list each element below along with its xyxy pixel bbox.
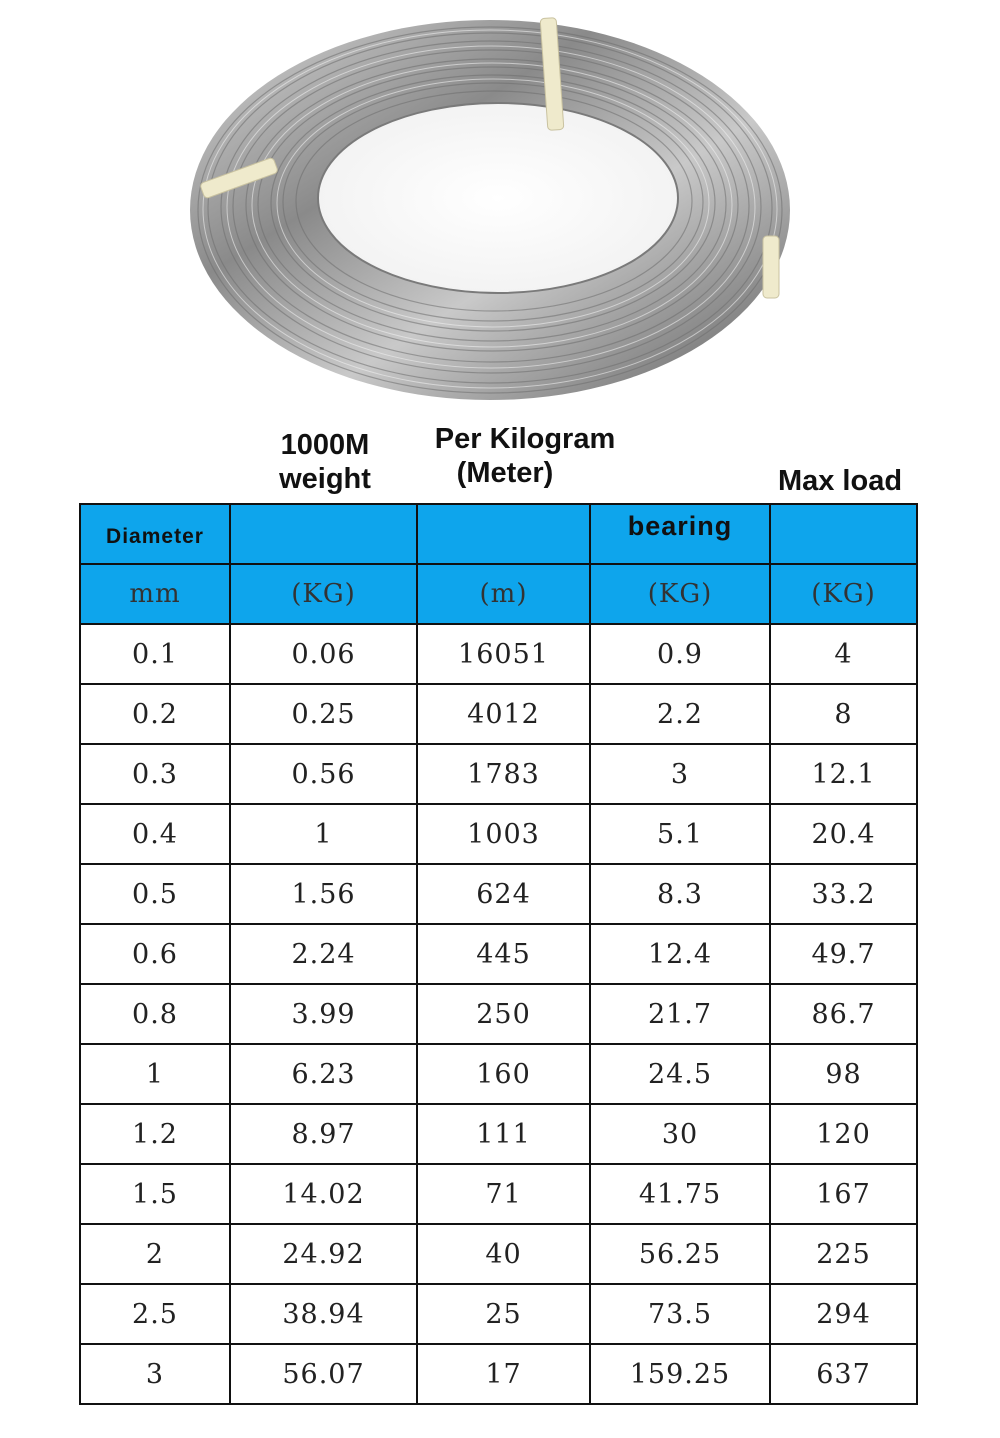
weight-cell: 0.56 [230,744,417,804]
diameter-cell: 0.8 [80,984,230,1044]
table-row [80,1104,917,1164]
weight-cell: 14.02 [230,1164,417,1224]
max-load-cell: 637 [770,1344,917,1404]
diameter-cell: 0.5 [80,864,230,924]
column-title-per-kilogram-line2: (Meter) [456,457,554,489]
column-title-weight-line1: 1000M [280,429,370,461]
bearing-cell: 0.9 [590,624,770,684]
weight-cell: 0.25 [230,684,417,744]
max-load-cell: 20.4 [770,804,917,864]
weight-cell: 1 [230,804,417,864]
length-cell: 16051 [417,624,590,684]
table-row [80,984,917,1044]
length-cell: 4012 [417,684,590,744]
bearing-cell: 8.3 [590,864,770,924]
wire-spec-table [79,503,918,1405]
header-cell-per-kilogram [417,504,590,564]
bearing-cell: 3 [590,744,770,804]
max-load-cell: 294 [770,1284,917,1344]
weight-cell: 2.24 [230,924,417,984]
length-cell: 71 [417,1164,590,1224]
max-load-cell: 98 [770,1044,917,1104]
length-cell: 624 [417,864,590,924]
column-title-weight-line2: weight [279,463,371,495]
diameter-cell: 0.4 [80,804,230,864]
column-title-max-load: Max load [777,465,903,497]
length-cell: 17 [417,1344,590,1404]
length-cell: 445 [417,924,590,984]
table-row [80,1164,917,1224]
length-cell: 160 [417,1044,590,1104]
bearing-cell: 21.7 [590,984,770,1044]
table-row [80,924,917,984]
column-title-per-kilogram-line1: Per Kilogram [434,423,616,455]
length-cell: 40 [417,1224,590,1284]
wire-coil-image [180,0,830,410]
diameter-cell: 2.5 [80,1284,230,1344]
weight-cell: 56.07 [230,1344,417,1404]
bearing-cell: 56.25 [590,1224,770,1284]
bearing-cell: 12.4 [590,924,770,984]
weight-cell: 6.23 [230,1044,417,1104]
length-cell: 1783 [417,744,590,804]
max-load-cell: 33.2 [770,864,917,924]
diameter-cell: 0.6 [80,924,230,984]
max-load-cell: 225 [770,1224,917,1284]
max-load-cell: 120 [770,1104,917,1164]
length-cell: 250 [417,984,590,1044]
bearing-cell: 30 [590,1104,770,1164]
length-cell: 1003 [417,804,590,864]
header-cell-diameter: Diameter [80,504,230,564]
weight-cell: 0.06 [230,624,417,684]
max-load-cell: 49.7 [770,924,917,984]
unit-cell-mm: mm [80,564,230,624]
max-load-cell: 167 [770,1164,917,1224]
bearing-cell: 24.5 [590,1044,770,1104]
table-row [80,1344,917,1404]
diameter-cell: 0.1 [80,624,230,684]
diameter-cell: 2 [80,1224,230,1284]
unit-cell-m: (m) [417,564,590,624]
diameter-cell: 1 [80,1044,230,1104]
weight-cell: 1.56 [230,864,417,924]
header-cell-bearing: bearing [590,504,770,564]
weight-cell: 24.92 [230,1224,417,1284]
unit-cell-kg: (KG) [230,564,417,624]
diameter-cell: 1.2 [80,1104,230,1164]
table-row [80,1044,917,1104]
diameter-cell: 0.2 [80,684,230,744]
table-row [80,624,917,684]
table-row [80,804,917,864]
unit-cell-kg: (KG) [770,564,917,624]
header-cell-max-load [770,504,917,564]
table-unit-row [80,564,917,624]
column-title-per-kilogram [410,422,640,490]
length-cell: 111 [417,1104,590,1164]
diameter-cell: 1.5 [80,1164,230,1224]
max-load-cell: 4 [770,624,917,684]
table-row [80,744,917,804]
length-cell: 25 [417,1284,590,1344]
weight-cell: 38.94 [230,1284,417,1344]
table-header-row [80,504,917,564]
header-cell-weight [230,504,417,564]
table-row [80,1284,917,1344]
bearing-cell: 159.25 [590,1344,770,1404]
bearing-cell: 41.75 [590,1164,770,1224]
diameter-cell: 0.3 [80,744,230,804]
bearing-cell: 73.5 [590,1284,770,1344]
bearing-cell: 2.2 [590,684,770,744]
max-load-cell: 86.7 [770,984,917,1044]
max-load-cell: 8 [770,684,917,744]
weight-cell: 8.97 [230,1104,417,1164]
table-row [80,864,917,924]
bearing-cell: 5.1 [590,804,770,864]
table-row [80,684,917,744]
unit-cell-kg: (KG) [590,564,770,624]
table-row [80,1224,917,1284]
diameter-cell: 3 [80,1344,230,1404]
weight-cell: 3.99 [230,984,417,1044]
max-load-cell: 12.1 [770,744,917,804]
